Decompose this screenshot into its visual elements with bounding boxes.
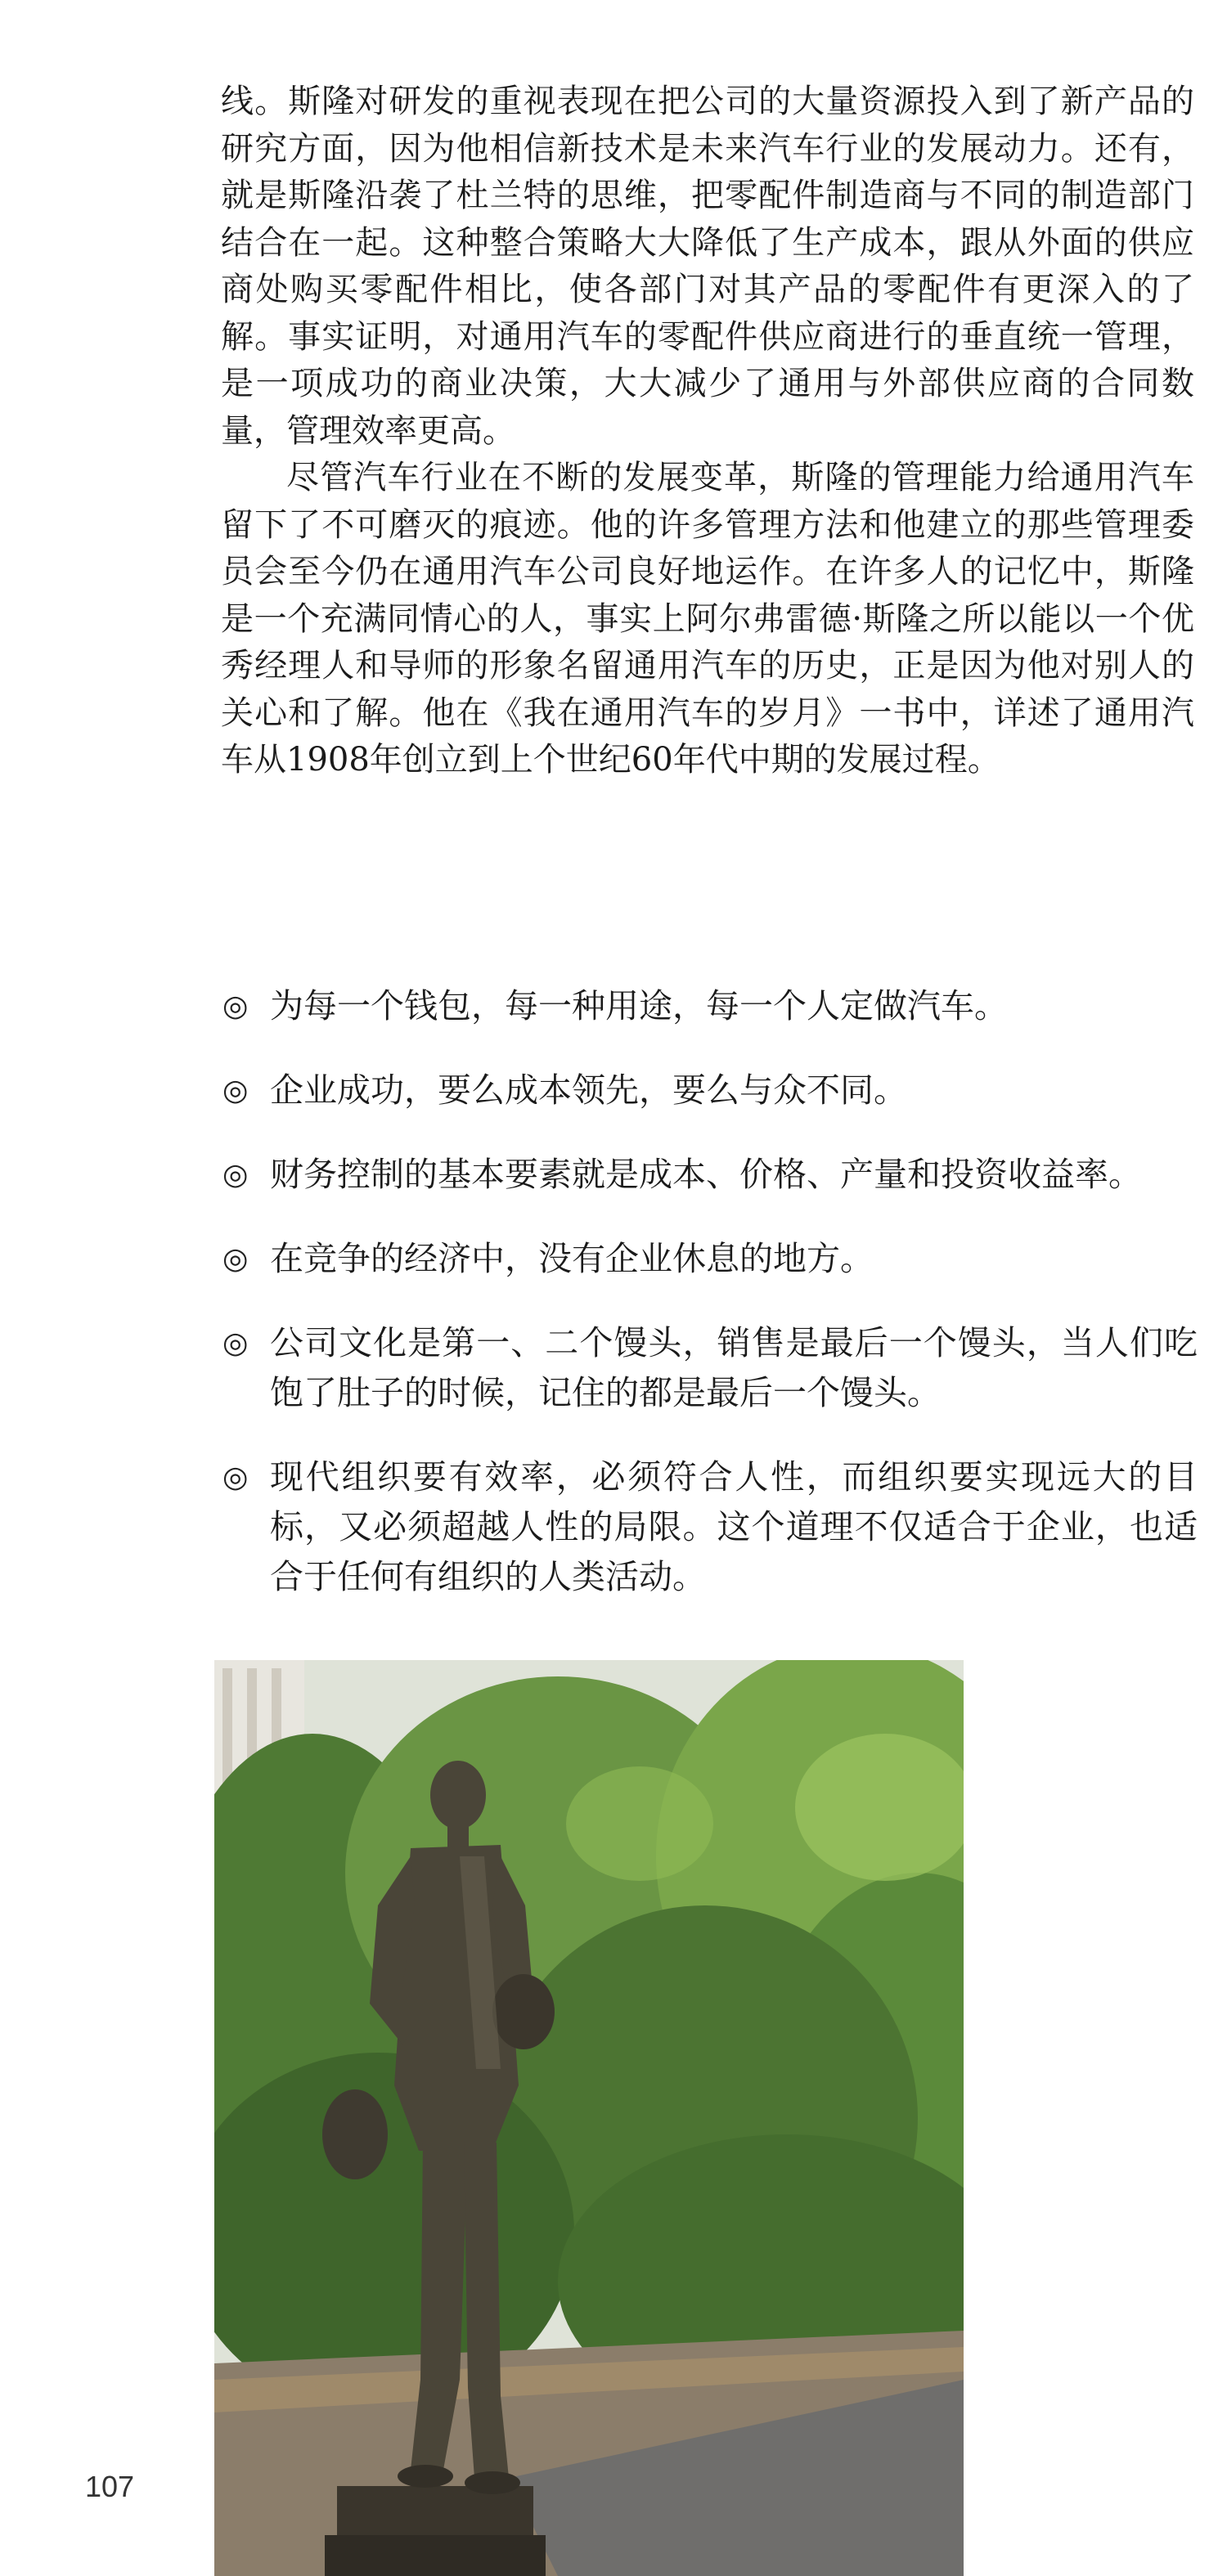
- quote-text: 在竞争的经济中，没有企业休息的地方。: [270, 1239, 874, 1278]
- quote-text: 为每一个钱包，每一种用途，每一个人定做汽车。: [270, 986, 1008, 1025]
- quote-text: 现代组织要有效率，必须符合人性，而组织要实现远大的目标，又必须超越人性的局限。这个道理不仅适合于企业，也适合于任何有组织的人类活动。: [270, 1457, 1198, 1596]
- quote-text: 公司文化是第一、二个馒头，销售是最后一个馒头，当人们吃饱了肚子的时候，记住的都是最后一个馒头。: [270, 1323, 1198, 1412]
- quote-item: [222, 1066, 1198, 1115]
- statue-base: [337, 2486, 533, 2543]
- bullet-icon: ◎: [222, 1074, 249, 1107]
- quotes-list: [222, 981, 1198, 1636]
- quote-text: 财务控制的基本要素就是成本、价格、产量和投资收益率。: [270, 1155, 1142, 1194]
- statue-photo: [214, 1660, 964, 2576]
- body-paragraph: 尽管汽车行业在不断的发展变革，斯隆的管理能力给通用汽车留下了不可磨灭的痕迹。他的许多管理方法和他建立的那些管理委员会至今仍在通用汽车公司良好地运作。在许多人的记忆中，斯隆是一个充满同情心的人，事实上阿尔弗雷德·斯隆之所以能以一个优秀经理人和导师的形象名留通用汽车的历史，正是因为他对别人的关心和了解。他在《我在通用汽车的岁月》一书中，详述了通用汽车从1908年创立到上个世纪60年代中期的发展过程。: [221, 459, 1194, 779]
- bullet-icon: ◎: [222, 1158, 249, 1192]
- bullet-icon: ◎: [222, 1242, 249, 1276]
- bullet-icon: ◎: [222, 990, 249, 1023]
- page-number: 107: [85, 2470, 135, 2503]
- bullet-icon: ◎: [222, 1461, 249, 1494]
- quote-item: [222, 1234, 1198, 1284]
- bullet-icon: ◎: [222, 1326, 249, 1360]
- quote-text: 企业成功，要么成本领先，要么与众不同。: [270, 1070, 907, 1110]
- body-paragraph: 线。斯隆对研发的重视表现在把公司的大量资源投入到了新产品的研究方面，因为他相信新技术是未来汽车行业的发展动力。还有，就是斯隆沿袭了杜兰特的思维，把零配件制造商与不同的制造部门结合在一起。这种整合策略大大降低了生产成本，跟从外面的供应商处购买零配件相比，使各部门对其产品的零配件有更深入的了解。事实证明，对通用汽车的零配件供应商进行的垂直统一管理，是一项成功的商业决策，大大减少了通用与外部供应商的合同数量，管理效率更高。: [221, 83, 1194, 450]
- quote-item: [222, 1452, 1198, 1602]
- quote-item: [222, 1318, 1198, 1418]
- quote-item: [222, 1150, 1198, 1200]
- article-body: [221, 79, 1194, 784]
- statue-photo-icon: [214, 1660, 964, 2576]
- quote-item: [222, 981, 1198, 1031]
